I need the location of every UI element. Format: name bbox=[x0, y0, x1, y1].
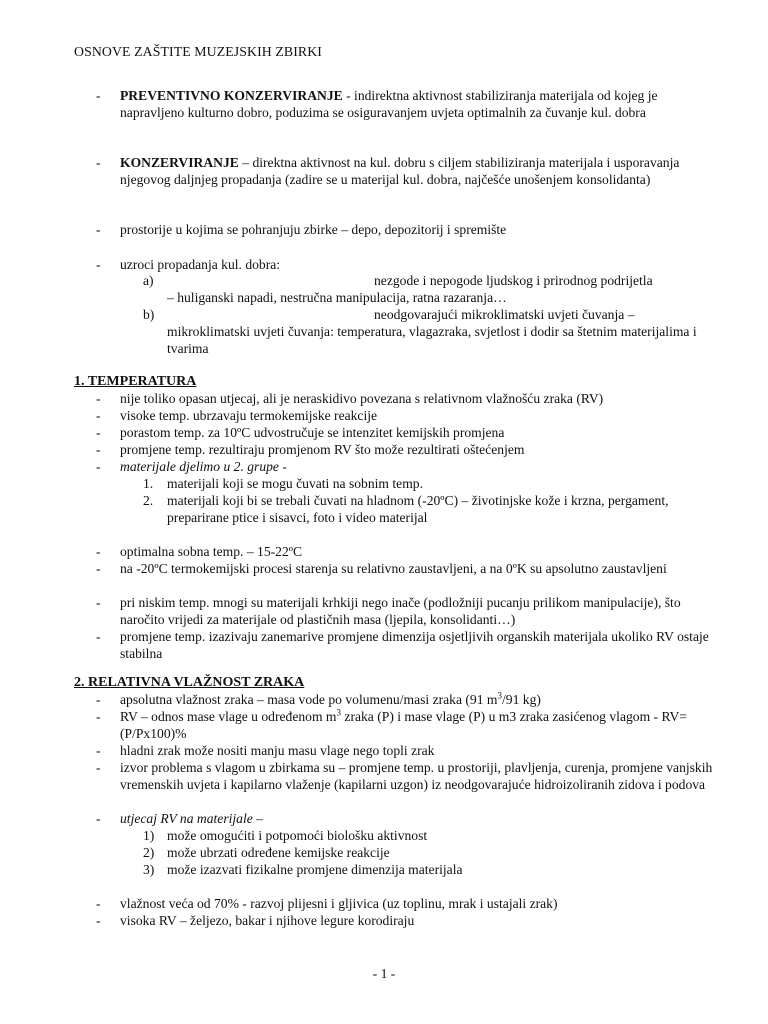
bullet-dash: - bbox=[96, 544, 101, 559]
term-konzerviranje: KONZERVIRANJE bbox=[120, 155, 239, 170]
uzroci-text: uzroci propadanja kul. dobra: bbox=[120, 257, 281, 272]
document-title: OSNOVE ZAŠTITE MUZEJSKIH ZBIRKI bbox=[74, 44, 322, 59]
bullet-dash: - bbox=[96, 896, 101, 911]
bullet-dash: - bbox=[96, 88, 101, 103]
bullet-dash: - bbox=[96, 595, 101, 610]
list-item: - izvor problema s vlagom u zbirkama su – promjene temp. u prostoriji, plavljenja, curenja, promjene vanjskih vremenskih uvjeta i kapilarno vlaženje (kapilarni uzgon) iz neodgovarajuće hidroizoliranih zidova i podova bbox=[96, 760, 713, 792]
list-item-rv: - RV – odnos mase vlage u određenom $m^3$ zraka (P) i mase vlage (P) u m3 zraka zasićenog vlagom - RV=(P/Px100)% bbox=[96, 707, 687, 741]
bullet-dash: - bbox=[96, 391, 101, 406]
bullet-dash: - bbox=[96, 629, 101, 644]
term-preventivno: PREVENTIVNO KONZERVIRANJE bbox=[120, 88, 343, 103]
groups-label: materijale djelimo u 2. grupe - bbox=[120, 459, 287, 474]
bullet-dash: - bbox=[96, 561, 101, 576]
bullet-dash: - bbox=[96, 155, 101, 170]
list-item: - promjene temp. izazivaju zanemarive promjene dimenzija osjetljivih organskih materijala ukoliko RV ostaje stabilna bbox=[96, 629, 709, 661]
uzroci-b-label: b) bbox=[143, 307, 155, 322]
list-item-utjecaj bbox=[96, 810, 716, 827]
list-item-apsolutna: - apsolutna vlažnost zraka – masa vode po volumenu/masi zraka (91 $m^3/91$ kg) bbox=[96, 690, 541, 707]
bullet-dash: - bbox=[96, 257, 101, 272]
list-item: - optimalna sobna temp. – 15-22ºC bbox=[96, 544, 303, 559]
bullet-dash: - bbox=[96, 442, 101, 457]
section-heading-vlaznost: 2. RELATIVNA VLAŽNOST ZRAKA bbox=[74, 675, 305, 690]
bullet-dash: - bbox=[96, 913, 101, 928]
uzroci-a-label: a) bbox=[143, 273, 154, 288]
bullet-dash: - bbox=[96, 760, 101, 775]
group-item-1: 1. materijali koji se mogu čuvati na sobnim temp. bbox=[143, 476, 423, 491]
prostorije-text: prostorije u kojima se pohranjuju zbirke – depo, depozitorij i spremište bbox=[120, 222, 507, 237]
definition-konzerviranje: – direktna aktivnost na kul. dobru s ciljem stabiliziranja materijala i usporavanja njegovog daljnjeg propadanja (zadire se u materijal kul. dobra, najčešće unošenjem konsolidanta) bbox=[120, 155, 680, 187]
utjecaj-item-3: 3) može izazvati fizikalne promjene dimenzija materijala bbox=[143, 862, 463, 877]
uzroci-a-text: nezgode i nepogode ljudskog i prirodnog podrijetla bbox=[374, 273, 653, 288]
bullet-dash: - bbox=[96, 743, 101, 758]
page-number: - 1 - bbox=[372, 966, 396, 981]
list-item: - promjene temp. rezultiraju promjenom RV što može rezultirati oštećenjem bbox=[96, 442, 525, 457]
utjecaj-item-2: 2) može ubrzati određene kemijske reakcije bbox=[143, 845, 390, 860]
bullet-dash: - bbox=[96, 222, 101, 237]
uzroci-b-text: neodgovarajući mikroklimatski uvjeti čuvanja – bbox=[374, 307, 635, 322]
list-item: - visoka RV – željezo, bakar i njihove legure korodiraju bbox=[96, 913, 415, 928]
list-item-groups bbox=[96, 458, 716, 475]
uzroci-b-continuation: mikroklimatski uvjeti čuvanja: temperatura, vlagazraka, svjetlost i dodir sa štetnim materijalima i tvarima bbox=[167, 324, 697, 356]
definition-preventivno: - indirektna aktivnost stabiliziranja materijala od kojeg je napravljeno kulturno dobro, poduzima se osiguravanjem uvjeta optimalnih za čuvanje kul. dobra bbox=[120, 88, 658, 120]
bullet-dash: - bbox=[96, 459, 101, 474]
bullet-dash: - bbox=[96, 408, 101, 423]
uzroci-a-continuation: – huliganski napadi, nestručna manipulacija, ratna razaranja… bbox=[167, 290, 507, 305]
utjecaj-item-1: 1) može omogućiti i potpomoći biološku aktivnost bbox=[143, 828, 428, 843]
list-item: - porastom temp. za 10ºC udvostručuje se intenzitet kemijskih promjena bbox=[96, 425, 505, 440]
bullet-dash: - bbox=[96, 709, 101, 724]
utjecaj-label: utjecaj RV na materijale – bbox=[120, 811, 263, 826]
list-item-konzerviranje bbox=[96, 154, 716, 188]
list-item: - pri niskim temp. mnogi su materijali krhkiji nego inače (podložniji pucanju prilikom manipulacije), što naročito vrijedi za materijale od plastičnih masa (ljepila, konsolidanti…) bbox=[96, 595, 681, 627]
list-item: - hladni zrak može nositi manju masu vlage nego topli zrak bbox=[96, 743, 435, 758]
group-item-2: 2. materijali koji bi se trebali čuvati na hladnom (-20ºC) – životinjske kože i krzna, pergament, preparirane ptice i sisavci, foto i video materijal bbox=[143, 493, 669, 525]
bullet-dash: - bbox=[96, 692, 101, 707]
list-item: - vlažnost veća od 70% - razvoj plijesni i gljivica (uz toplinu, mrak i ustajali zrak) bbox=[96, 896, 558, 911]
section-heading-temperatura: 1. TEMPERATURA bbox=[74, 374, 197, 389]
list-item: - nije toliko opasan utjecaj, ali je neraskidivo povezana s relativnom vlažnošću zraka (RV) bbox=[96, 391, 604, 406]
list-item: - na -20ºC termokemijski procesi starenja su relativno zaustavljeni, a na 0ºK su apsolutno zaustavljeni bbox=[96, 561, 667, 576]
list-item-preventivno bbox=[96, 87, 716, 121]
bullet-dash: - bbox=[96, 811, 101, 826]
list-item-uzroci bbox=[96, 256, 716, 273]
list-item-prostorije bbox=[96, 221, 716, 238]
list-item: - visoke temp. ubrzavaju termokemijske reakcije bbox=[96, 408, 378, 423]
bullet-dash: - bbox=[96, 425, 101, 440]
